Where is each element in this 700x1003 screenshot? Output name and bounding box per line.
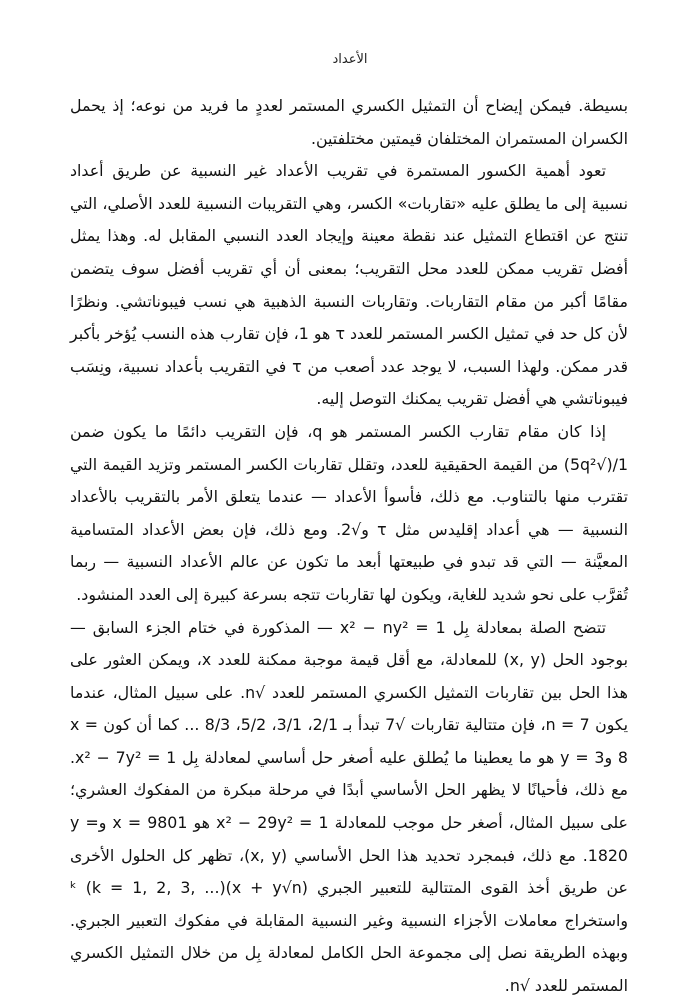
paragraph-3: إذا كان مقام تقارب الكسر المستمر هو q، فإن التقريب دائمًا ما يكون ضمن 1/(√5q²) من القيمة الحقيقية للعدد، وتقلل تقاربات الكسر المستمر وتزيد القيمة التي تقترب منها بالتناوب. مع ذلك، فأسوأ الأعداد — عندما يتعلق الأمر بالتقريب بالأعداد النسبية — هي أعداد إقليدس مثل τ و√2. ومع ذلك، فإن بعض الأعداد المتسامية المعيَّنة — التي قد تبدو في طبيعتها أبعد ما تكون عن عالم الأعداد النسبية — ربما تُقرَّب على نحو شديد للغاية، ويكون لها تقاربات تتجه بسرعة كبيرة إلى العدد المنشود.: [70, 421, 628, 604]
running-title: الأعداد: [332, 52, 368, 67]
paragraph-1: بسيطة. فيمكن إيضاح أن التمثيل الكسري المستمر لعددٍ ما فريد من نوعه؛ إذ يحمل الكسران المستمران المختلفان قيمتين مختلفتين.: [70, 96, 628, 148]
page-body: [70, 90, 628, 1003]
paragraph-2: تعود أهمية الكسور المستمرة في تقريب الأعداد غير النسبية عن طريق أعداد نسبية إلى ما يطلق عليه «تقاربات» الكسر، وهي التقريبات النسبية للعدد الأصلي، التي تنتج عن اقتطاع التمثيل عند نقطة معينة وإيجاد العدد النسبي المقابل له. وهذا يمثل أفضل تقريب ممكن للعدد محل التقريب؛ بمعنى أن أي تقريب أفضل سوف يتضمن مقامًا أكبر من مقام التقاربات. وتقاربات النسبة الذهبية هي نسب فيبوناتشي. ونظرًا لأن كل حد في تمثيل الكسر المستمر للعدد τ هو 1، فإن تقارب هذه النسب يُؤخر بأكبر قدر ممكن. ولهذا السبب، لا يوجد عدد أصعب من τ في التقريب بأعداد نسبية، ونِسَب فيبوناتشي هي أفضل تقريب يمكنك التوصل إليه.: [70, 161, 628, 409]
paragraph-4: تتضح الصلة بمعادلة بِل x² − ny² = 1 — المذكورة في ختام الجزء السابق — بوجود الحل (x, y) للمعادلة، مع أقل قيمة موجبة ممكنة للعدد x، ويمكن العثور على هذا الحل بين تقاربات التمثيل الكسري المستمر للعدد √n. على سبيل المثال، عندما يكون n = 7، فإن متتالية تقاربات √7 تبدأ بـ 2/1، 3/1، 5/2، 8/3 ... كما أن كون x = 8 وy = 3 هو ما يعطينا ما يُطلق عليه أصغر حل أساسي لمعادلة بِل x² − 7y² = 1. مع ذلك، فأحيانًا لا يظهر الحل الأساسي أبدًا في مرحلة مبكرة من المفكوك العشري؛ على سبيل المثال، أصغر حل موجب للمعادلة x² − 29y² = 1 هو x = 9801 وy = 1820. مع ذلك، فبمجرد تحديد هذا الحل الأساسي (x, y)، تظهر كل الحلول الأخرى عن طريق أخذ القوى المتتالية للتعبير الجبري (x + y√n)ᵏ (k = 1, 2, 3, ...) واستخراج معاملات الأجزاء النسبية وغير النسبية المقابلة في مفكوك التعبير الجبري. وبهذه الطريقة نصل إلى مجموعة الحل الكامل لمعادلة بِل من خلال التمثيل الكسري المستمر للعدد √n.: [70, 617, 628, 996]
